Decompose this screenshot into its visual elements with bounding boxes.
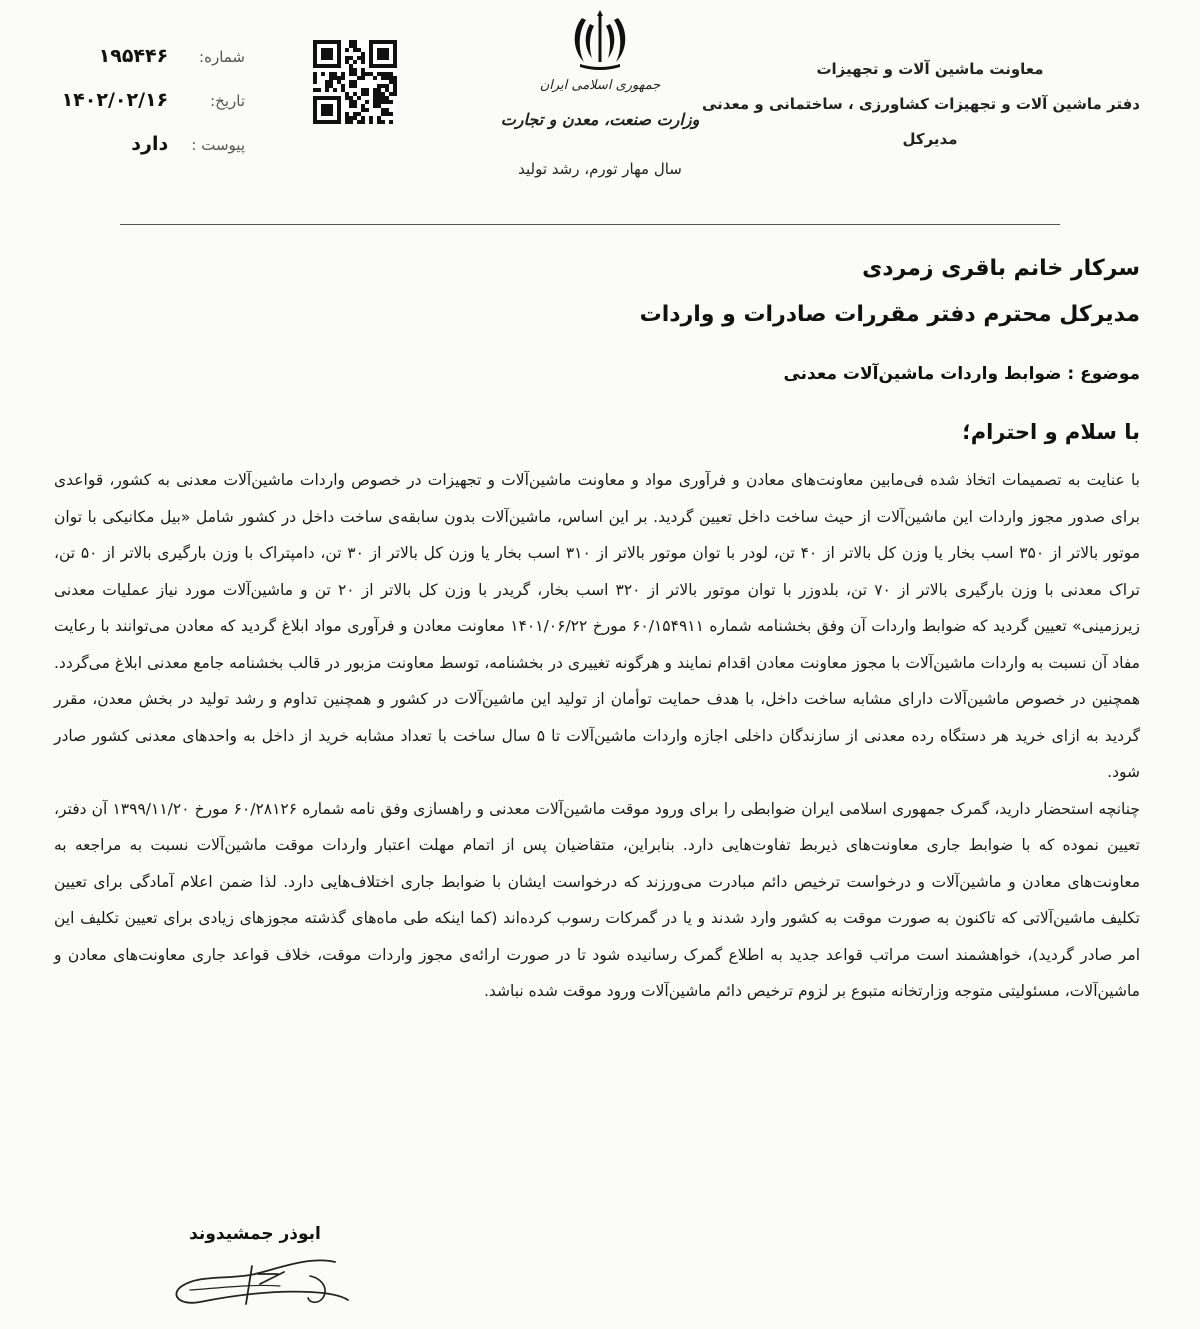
- letter-subject: موضوع : ضوابط واردات ماشین‌آلات معدنی: [783, 364, 1140, 384]
- ministry-emblem-block: [470, 6, 730, 196]
- org-line-director: مدیرکل: [902, 130, 958, 148]
- letter-date-label: تاریخ:: [210, 92, 245, 110]
- letter-body: [54, 462, 1140, 1010]
- qr-code-icon: [313, 40, 397, 124]
- body-paragraph-1: با عنایت به تصمیمات اتخاذ شده فی‌مابین معاونت‌های معادن و فرآوری مواد و معاونت ماشین‌آلات و تجهیزات در خصوص واردات ماشین‌آلات معدنی به کشور، قواعدی برای صدور مجوز واردات این ماشین‌آلات از حیث ساخت داخل تعیین گردید. بر این اساس، ماشین‌آلات بدون سابقه‌ی ساخت داخل در کشور شامل «بیل مکانیکی با توان موتور بالاتر از ۳۵۰ اسب بخار یا وزن کل بالاتر از ۴۰ تن، لودر با توان موتور بالاتر از ۳۱۰ اسب بخار یا وزن کل بالاتر از ۳۰ تن، دامپتراک با وزن بارگیری بالاتر از ۵۰ تن، تراک معدنی با وزن بارگیری بالاتر از ۷۰ تن، بلدوزر با توان موتور بالاتر از ۳۲۰ اسب بخار، گریدر با وزن کل بالاتر از ۲۰ تن و ماشین‌آلات مورد نیاز عملیات معدنی زیرزمینی» تعیین گردید که ضوابط واردات آن وفق بخشنامه شماره ۶۰/۱۵۴۹۱۱ مورخ ۱۴۰۱/۰۶/۲۲ معاونت معادن و فرآوری مواد ابلاغ گردید که معادن می‌توانند با رعایت مفاد آن نسبت به واردات ماشین‌آلات با مجوز معاونت معادن اقدام نمایند و هرگونه تغییری در بخشنامه، توسط معاونت مزبور در قالب بخشنامه جامع معدنی ابلاغ می‌گردد. همچنین در خصوص ماشین‌آلات دارای مشابه ساخت داخل، با هدف حمایت توأمان از تولید این ماشین‌آلات در کشور و همچنین تداوم و رشد تولید در بخش معدن، مقرر گردید به ازای خرید هر دستگاه رده معدنی از سازندگان داخلی اجازه واردات ماشین‌آلات تا ۵ سال ساخت با تعداد مشابه خرید از داخل به واحدهای معدنی کشور صادر شود.: [54, 471, 1141, 781]
- handwritten-signature: [160, 1244, 360, 1314]
- letter-date-value: ۱۴۰۲/۰۲/۱۶: [61, 89, 169, 111]
- letter-meta: [55, 34, 245, 166]
- signer-name: ابوذر جمشیدوند: [189, 1224, 321, 1244]
- letter-number-label: شماره:: [199, 48, 245, 66]
- organization-header: [701, 52, 1140, 157]
- letter-greeting: با سلام و احترام؛: [962, 420, 1140, 444]
- header-divider: [120, 224, 1060, 225]
- recipient-title: مدیرکل محترم دفتر مقررات صادرات و واردات: [639, 302, 1140, 327]
- recipient-name: سرکار خانم باقری زمردی: [862, 256, 1140, 281]
- letter-attachment-label: پیوست :: [191, 136, 245, 154]
- letter-attachment-value: دارد: [131, 133, 169, 155]
- body-paragraph-2: چنانچه استحضار دارید، گمرک جمهوری اسلامی ایران ضوابطی را برای ورود موقت ماشین‌آلات معدنی و راهسازی وفق نامه شماره ۶۰/۲۸۱۲۶ مورخ ۱۳۹۹/۱۱/۲۰ آن دفتر، تعیین نموده که با ضوابط جاری معاونت‌های ذیربط تفاوت‌هایی دارد. بنابراین، متقاضیان پس از اتمام مهلت اعتبار واردات موقت ماشین‌آلات نسبت به مراجعه به معاونت‌های معادن و ماشین‌آلات و درخواست ترخیص دائم مبادرت می‌ورزند که درخواست ایشان با ضوابط جاری اختلاف‌هایی دارد. لذا ضمن اعلام آمادگی برای تعیین تکلیف ماشین‌آلاتی که تاکنون به صورت موقت به کشور وارد شدند و یا در گمرکات رسوب کرده‌اند (کما اینکه طی ماه‌های گذشته مجوزهای زیادی برای تعیین تکلیف این امر صادر گردید)، خواهشمند است مراتب قواعد جدید به اطلاع گمرک رسانیده شود تا در صورت ارائه‌ی مجوز واردات موقت، خلاف قواعد جاری معاونت‌های معادن و ماشین‌آلات، مسئولیتی متوجه وزارتخانه متبوع بر لزوم ترخیص دائم ماشین‌آلات ورود موقت شده نباشد.: [54, 799, 1140, 1000]
- letter-number-value: ۱۹۵۴۴۶: [98, 45, 169, 67]
- letter-date-row: [55, 78, 245, 122]
- letter-number-row: [55, 34, 245, 78]
- emblem-caption-ministry: وزارت صنعت، معدن و تجارت: [500, 110, 700, 129]
- letter-attachment-row: [55, 122, 245, 166]
- recipient-block: [140, 246, 1140, 338]
- org-line-office: دفتر ماشین آلات و تجهیزات کشاورزی ، ساختمانی و معدنی: [701, 95, 1140, 113]
- year-slogan: سال مهار تورم، رشد تولید: [518, 160, 682, 178]
- iran-emblem-icon: [568, 8, 632, 72]
- emblem-caption-republic: جمهوری اسلامی ایران: [539, 78, 661, 93]
- org-line-deputy: معاونت ماشین آلات و تجهیزات: [816, 60, 1044, 78]
